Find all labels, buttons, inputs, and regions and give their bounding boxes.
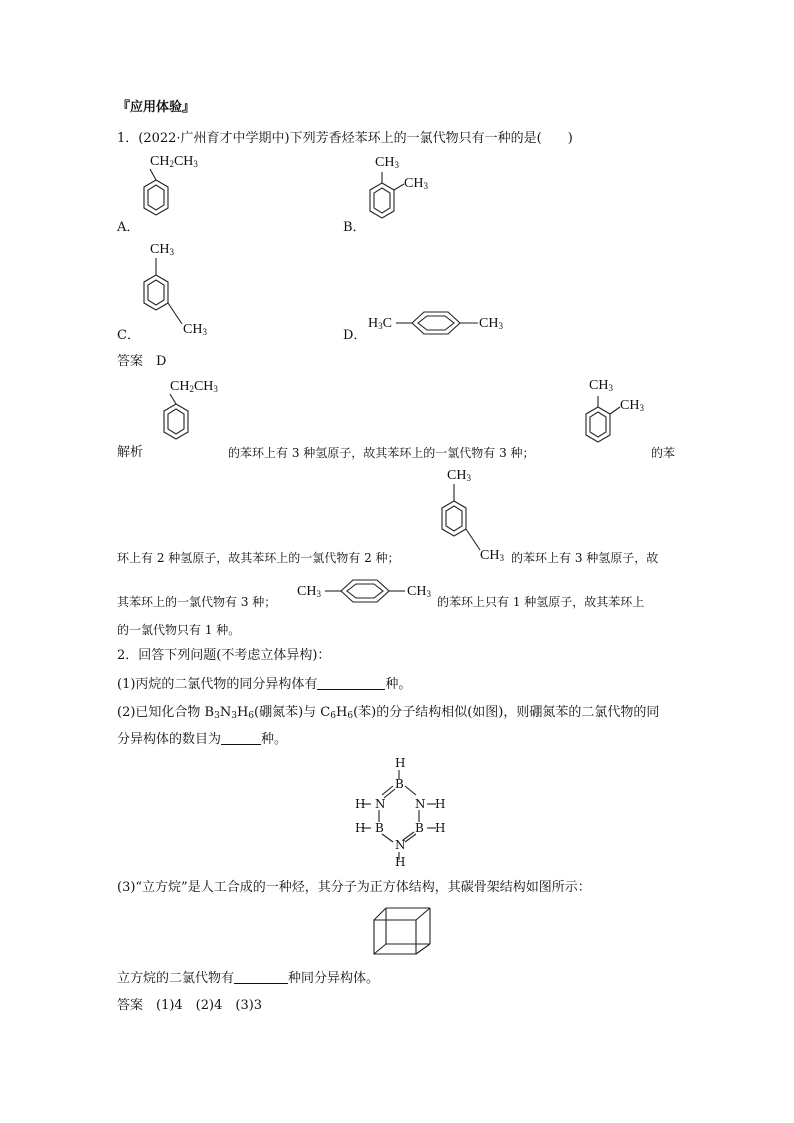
analysis-m-methyl-2: $CH_3$ [480,548,504,563]
borazine-b-left: B [375,821,384,835]
answer-blank-3[interactable] [234,971,288,984]
analysis-o-methyl-2: $CH_3$ [620,398,644,413]
m-xylene-structure [136,258,216,348]
option-b-methyl-1: $CH_3$ [375,155,399,170]
borazine-h-bottom: H [395,855,406,869]
question-2-answer: 答案 (1)4 (2)4 (3)3 [117,998,263,1013]
analysis-p-methyl-right: $CH_3$ [407,584,431,599]
p-xylene-structure [396,308,496,348]
question-2-part-3: (3)“立方烷”是人工合成的一种烃，其分子为正方体结构，其碳骨架结构如图所示： [117,880,591,895]
borazine-structure [344,752,454,872]
analysis-m-xylene-structure [434,484,514,574]
analysis-label: 解析 [117,445,144,460]
borazine-h-left-2: H [355,821,366,835]
option-d-methyl-left: $H_3C$ [368,316,392,331]
option-d-label: D． [343,328,367,343]
borazine-h-top: H [395,756,406,770]
borazine-n-left: N [375,797,386,811]
analysis-m-methyl-1: $CH_3$ [447,468,471,483]
ethylbenzene-structure [138,166,178,246]
borazine-h-right-1: H [435,797,446,811]
option-a-label: A． [117,220,140,235]
borazine-h-left-1: H [355,797,366,811]
analysis-ethyl-substituent: $CH_2CH_3$ [170,379,218,394]
cubane-skeleton-structure [372,906,452,966]
question-2-part-1: (1)丙烷的二氯代物的同分异构体有 种。 [117,677,412,692]
analysis-o-xylene-structure [578,392,638,472]
question-2-part-2-line-2: 分异构体的数目为 种。 [117,732,288,747]
answer-blank-1[interactable] [317,677,385,690]
analysis-p-methyl-left: $CH_3$ [297,584,321,599]
analysis-line-3: 其苯环上的一氯代物有 3 种； [117,595,277,609]
option-a-substituent: $CH_2CH_3$ [150,154,198,169]
borazine-n-right: N [415,797,426,811]
analysis-p-xylene-structure [325,576,425,616]
option-c-label: C． [117,328,140,343]
o-xylene-structure [362,166,422,246]
analysis-line-1: 的苯环上有 3 种氢原子，故其苯环上的一氯代物有 3 种； [228,446,535,460]
question-2-stem: 2．回答下列问题(不考虑立体异构)： [117,648,331,663]
question-1-answer: 答案 D [117,354,167,369]
analysis-line-2-tail: 的苯环上有 3 种氢原子，故 [511,551,659,565]
analysis-ethylbenzene-structure [158,392,198,472]
option-c-methyl-2: $CH_3$ [183,322,207,337]
analysis-line-2: 环上有 2 种氢原子，故其苯环上的一氯代物有 2 种； [117,551,400,565]
analysis-o-methyl-1: $CH_3$ [589,378,613,393]
question-1-stem: 1．(2022·广州育才中学期中)下列芳香烃苯环上的一氯代物只有一种的是( ) [117,131,573,146]
option-c-methyl-1: $CH_3$ [150,242,174,257]
answer-blank-2[interactable] [221,732,261,745]
analysis-line-3-tail: 的苯环上只有 1 种氢原子，故其苯环上 [437,595,645,609]
option-b-methyl-2: $CH_3$ [404,176,428,191]
section-title: 『应用体验』 [117,100,196,115]
option-b-label: B． [343,220,366,235]
borazine-b-top: B [395,777,404,791]
question-2-part-3-line-2: 立方烷的二氯代物有 种同分异构体。 [117,971,380,986]
borazine-b-right: B [415,821,424,835]
question-2-part-2: (2)已知化合物 $B_3N_3H_6$(硼氮苯)与 $C_6H_6$(苯)的分子结构相似(如图)，则硼氮苯的二氯代物的同 [117,705,660,721]
analysis-line-1-tail: 的苯 [651,446,676,460]
analysis-line-4: 的一氯代物只有 1 种。 [117,623,241,637]
borazine-n-bottom: N [395,838,406,852]
borazine-h-right-2: H [435,821,446,835]
option-d-methyl-right: $CH_3$ [479,316,503,331]
